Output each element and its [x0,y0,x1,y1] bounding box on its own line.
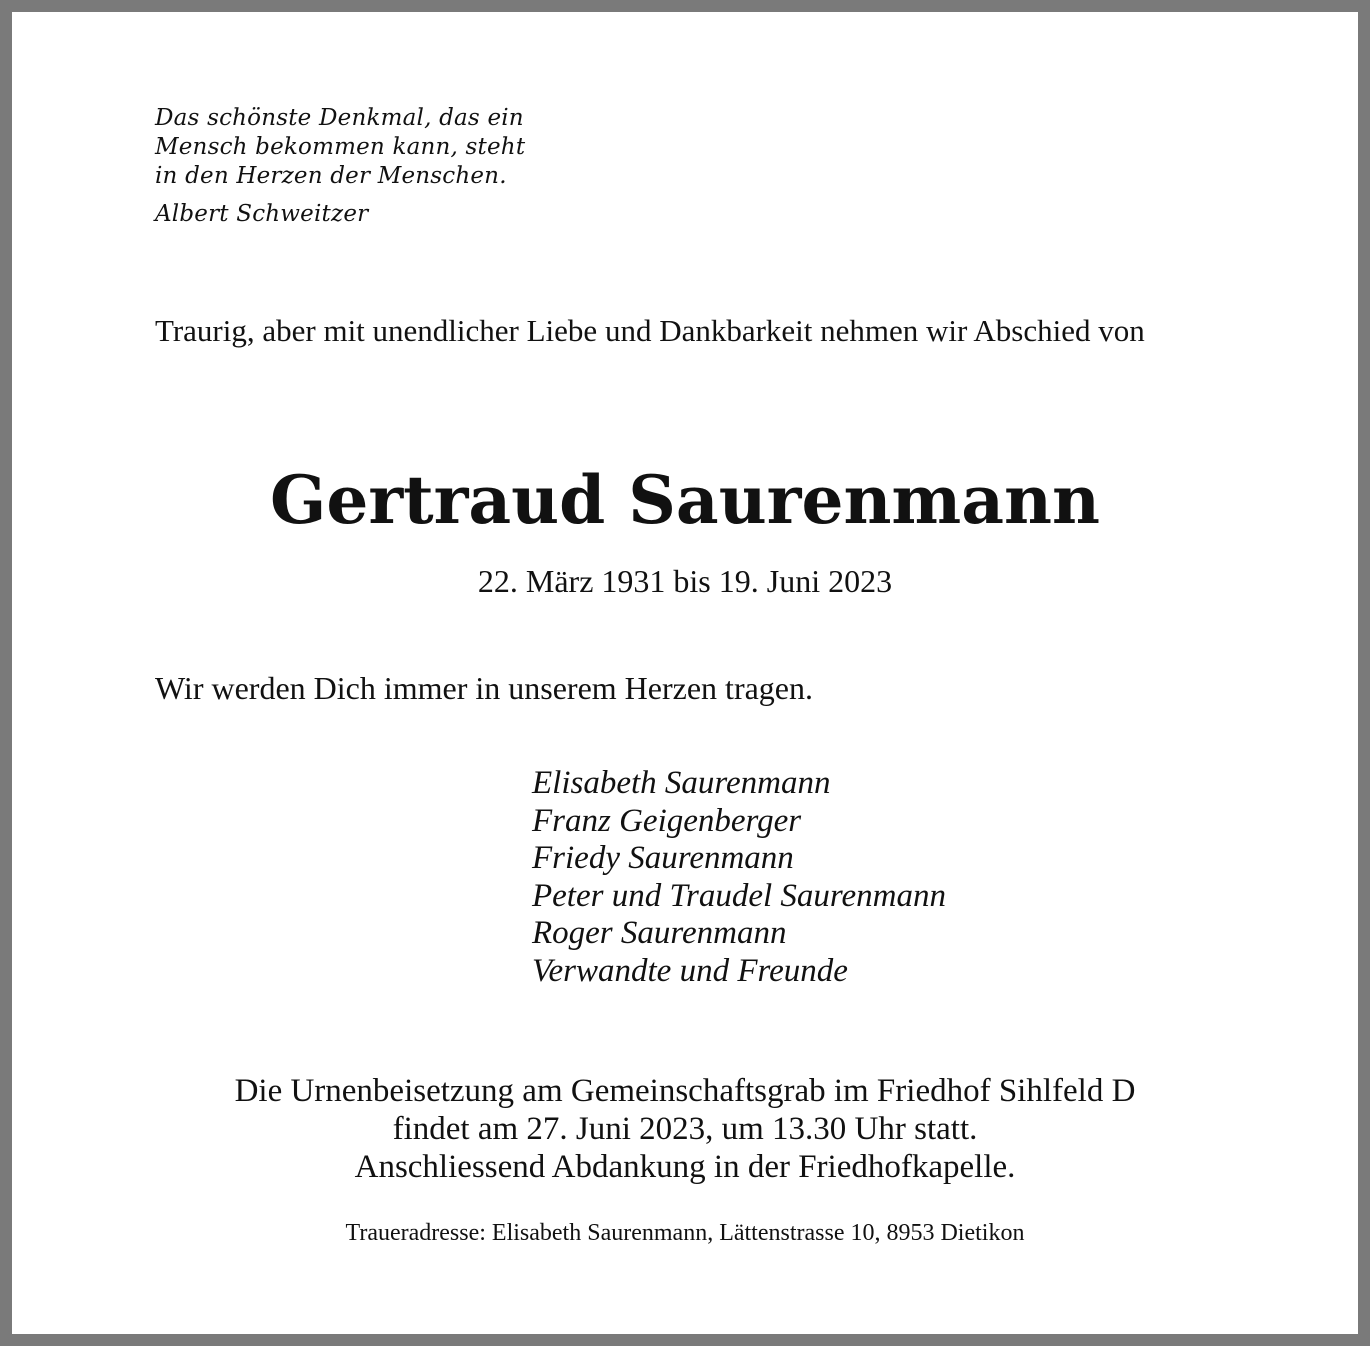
mourner-name: Friedy Saurenmann [532,840,794,876]
ceremony-line: Die Urnenbeisetzung am Gemeinschaftsgrab im Friedhof Sihlfeld D [234,1073,1136,1109]
deceased-name: Gertraud Saurenmann [270,461,1100,539]
quote-line: Das schönste Denkmal, das ein [155,105,524,131]
mourner-name: Elisabeth Saurenmann [532,765,831,801]
life-dates: 22. März 1931 bis 19. Juni 2023 [477,563,893,599]
mourning-address: Traueradresse: Elisabeth Saurenmann, Lättenstrasse 10, 8953 Dietikon [345,1220,1025,1246]
mourner-name: Peter und Traudel Saurenmann [532,877,946,914]
ceremony-line: Anschliessend Abdankung in der Friedhofkapelle. [354,1149,1016,1185]
quote-line: in den Herzen der Menschen. [155,163,507,189]
obituary-notice [12,12,1358,1334]
epigraph-quote [155,104,615,229]
mourner-name: Roger Saurenmann [532,915,787,951]
mourner-name: Franz Geigenberger [532,802,802,839]
quote-line: Mensch bekommen kann, steht [155,134,526,160]
mourner-name: Verwandte und Freunde [532,952,848,989]
closing-sentence: Wir werden Dich immer in unserem Herzen tragen. [155,670,813,706]
quote-author: Albert Schweitzer [155,201,369,227]
mourners-list [532,765,946,990]
ceremony-line: findet am 27. Juni 2023, um 13.30 Uhr statt. [392,1111,978,1147]
intro-text: Traurig, aber mit unendlicher Liebe und Dankbarkeit nehmen wir Abschied von [155,313,1145,348]
ceremony-details [12,1072,1358,1186]
